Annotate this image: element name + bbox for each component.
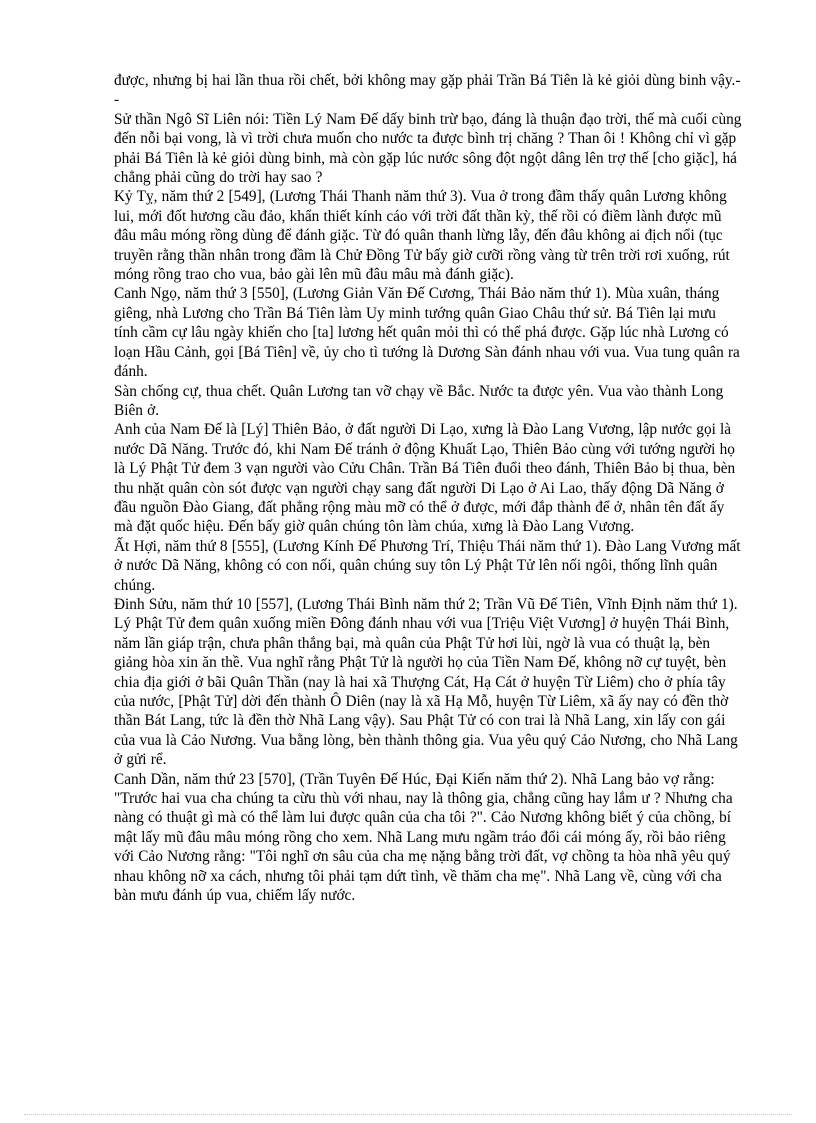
paragraph-canh-ngo-550: Canh Ngọ, năm thứ 3 [550], (Lương Giản Văn Đế Cương, Thái Bảo năm thứ 1). Mùa xuân, tháng giêng, nhà Lương cho Trần Bá Tiên làm Uy minh tướng quân Giao Châu thứ sử. Bá Tiên lại mưu tính cầm cự lâu ngày khiến cho [ta] lương hết quân mỏi thì có thể phá được. Gặp lúc nhà Lương có loạn Hầu Cảnh, gọi [Bá Tiên] về, ủy cho tì tướng là Dương Sàn đánh nhau với vua. Vua tung quân ra đánh. [114, 285, 740, 381]
paragraph-dinh-suu-557: Đinh Sửu, năm thứ 10 [557], (Lương Thái Bình năm thứ 2; Trần Vũ Đế Tiên, Vĩnh Định năm thứ 1). Lý Phật Tử đem quân xuống miền Đông đánh nhau với vua [Triệu Việt Vương] ở huyện Thái Bình, năm lần giáp trận, chưa phân thắng bại, mà quân của Phật Tử hơi lùi, ngờ là vua có thuật lạ, bèn giảng hòa xin ăn thề. Vua nghĩ rằng Phật Tử là người họ của Tiền Nam Đế, không nỡ cự tuyệt, bèn chia địa giới ở bãi Quân Thần (nay là hai xã Thượng Cát, Hạ Cát ở huyện Từ Liêm) cho ở phía tây của nước, [Phật Tử] dời đến thành Ô Diên (nay là xã Hạ Mỗ, huyện Từ Liêm, xã ấy nay có đền thờ thần Bát Lang, tức là đền thờ Nhã Lang vậy). Sau Phật Tử có con trai là Nhã Lang, xin lấy con gái của vua là Cảo Nương. Vua bằng lòng, bèn thành thông gia. Vua yêu quý Cảo Nương, cho Nhã Lang ở gửi rể. [114, 595, 738, 769]
paragraph-at-hoi-555: Ất Hợi, năm thứ 8 [555], (Lương Kính Đế Phương Trí, Thiệu Thái năm thứ 1). Đào Lang Vương mất ở nước Dã Năng, không có con nối, quân chúng suy tôn Lý Phật Tử lên nối ngôi, thống lĩnh quân chúng. [114, 537, 741, 594]
paragraph-ky-ty-549: Kỷ Tỵ, năm thứ 2 [549], (Lương Thái Thanh năm thứ 3). Vua ở trong đầm thấy quân Lương không lui, mới đốt hương cầu đảo, khẩn thiết kính cáo với trời đất thần kỳ, thế rồi có điềm lành được mũ đâu mâu móng rồng dùng để đánh giặc. Từ đó quân thanh lừng lẫy, đến đâu không ai địch nổi (tục truyền rằng thần nhân trong đầm là Chử Đồng Tử bấy giờ cưỡi rồng vàng từ trên trời rơi xuống, rút móng rồng trao cho vua, bảo gài lên mũ đâu mâu mà đánh giặc). [114, 188, 730, 284]
paragraph-canh-dan-570: Canh Dần, năm thứ 23 [570], (Trần Tuyên Đế Húc, Đại Kiến năm thứ 2). Nhã Lang bảo vợ rằng: "Trước hai vua cha chúng ta cừu thù với nhau, nay là thông gia, chẳng cũng hay lắm ư ? Nhưng cha nàng có thuật gì mà có thể làm lui được quân của cha tôi ?". Cảo Nương không biết ý của chồng, bí mật lấy mũ đâu mâu móng rồng cho xem. Nhã Lang mưu ngầm tráo đổi cái móng ấy, rồi bảo riêng với Cảo Nương rằng: "Tôi nghĩ ơn sâu của cha mẹ nặng bằng trời đất, vợ chồng ta hòa nhã yêu quý nhau không nỡ xa cách, nhưng tôi phải tạm dứt tình, về thăm cha mẹ". Nhã Lang về, cùng với cha bàn mưu đánh úp vua, chiếm lấy nước. [114, 770, 733, 905]
paragraph-continuation: được, nhưng bị hai lần thua rồi chết, bởi không may gặp phải Trần Bá Tiên là kẻ giỏi dùng binh vậy.-- [114, 72, 741, 109]
document-page [114, 71, 742, 905]
paragraph-ngo-si-lien-commentary: Sử thần Ngô Sĩ Liên nói: Tiền Lý Nam Đế dấy binh trừ bạo, đáng là thuận đạo trời, thế mà cuối cùng đến nỗi bại vong, là vì trời chưa muốn cho nước ta được bình trị chăng ? Than ôi ! Không chỉ vì gặp phải Bá Tiên là kẻ giỏi dùng binh, mà còn gặp lúc nước sông đột ngột dâng lên trợ thế [cho giặc], há chẳng phải cũng do trời hay sao ? [114, 110, 742, 187]
page-bottom-border [24, 1114, 792, 1115]
paragraph-san-defeat: Sàn chống cự, thua chết. Quân Lương tan vỡ chạy về Bắc. Nước ta được yên. Vua vào thành Long Biên ở. [114, 382, 724, 419]
paragraph-thien-bao: Anh của Nam Đế là [Lý] Thiên Bảo, ở đất người Di Lạo, xưng là Đào Lang Vương, lập nước gọi là nước Dã Năng. Trước đó, khi Nam Đế tránh ở động Khuất Lạo, Thiên Bảo cùng với tướng người họ là Lý Phật Tử đem 3 vạn người vào Cửu Chân. Trần Bá Tiên đuổi theo đánh, Thiên Bảo bị thua, bèn thu nhặt quân còn sót được vạn người chạy sang đất người Di Lạo ở Ai Lao, thấy động Dã Năng ở đầu nguồn Đào Giang, đất phẳng rộng màu mỡ có thể ở được, mới đắp thành để ở, nhân tên đất ấy mà đặt quốc hiệu. Đến bấy giờ quân chúng tôn làm chúa, xưng là Đào Lang Vương. [114, 421, 736, 536]
